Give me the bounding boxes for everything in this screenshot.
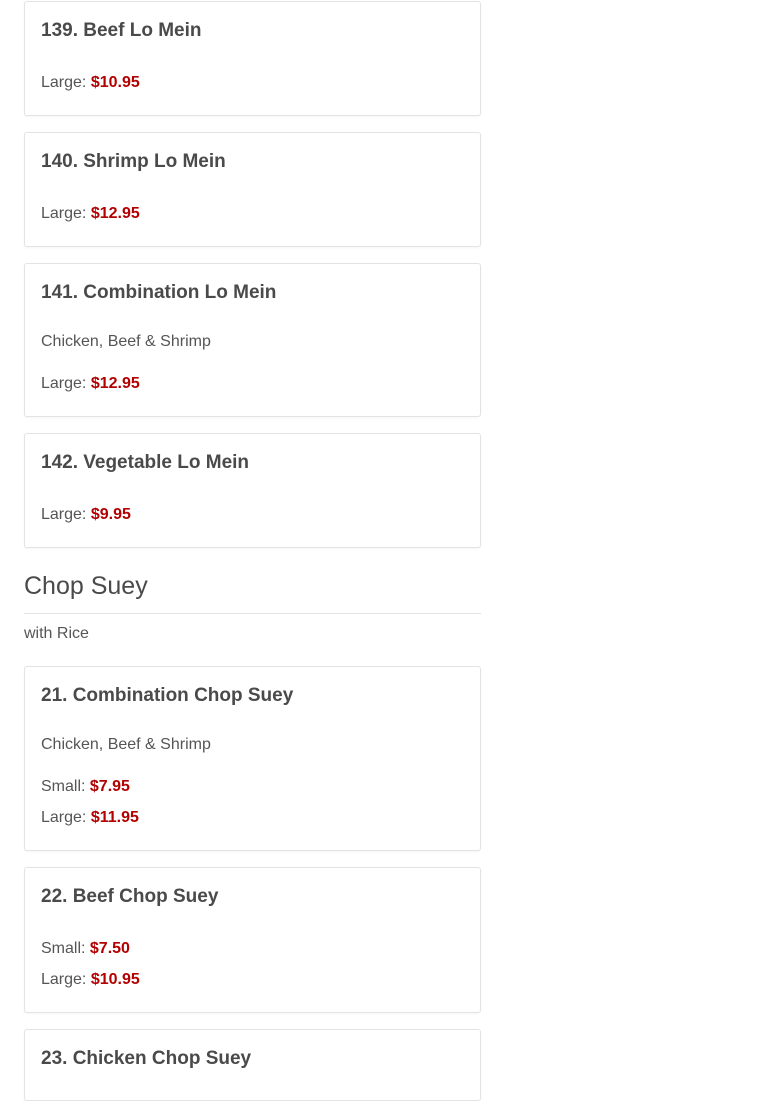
price-label: Large: <box>41 506 87 523</box>
item-title: 23. Chicken Chop Suey <box>41 1048 252 1069</box>
price-row-small <box>41 940 130 958</box>
price-value: $7.95 <box>89 778 130 795</box>
price-value: $11.95 <box>90 809 139 826</box>
menu-item-card[interactable] <box>24 132 481 247</box>
price-row-large <box>41 375 140 393</box>
price-value: $7.50 <box>89 940 130 957</box>
item-description: Chicken, Beef & Shrimp <box>41 736 211 753</box>
menu-item-card[interactable] <box>24 867 481 1013</box>
item-title: 21. Combination Chop Suey <box>41 685 294 706</box>
item-title: 140. Shrimp Lo Mein <box>41 151 226 172</box>
item-title: 142. Vegetable Lo Mein <box>41 452 250 473</box>
price-row-small <box>41 778 130 796</box>
price-row-large <box>41 971 140 989</box>
price-label: Small: <box>41 778 86 795</box>
section-divider <box>24 613 481 614</box>
price-value: $9.95 <box>90 506 131 523</box>
price-label: Large: <box>41 375 87 392</box>
price-label: Large: <box>41 971 87 988</box>
menu-item-card[interactable] <box>24 1029 481 1101</box>
item-title: 139. Beef Lo Mein <box>41 20 202 41</box>
section-subtitle: with Rice <box>24 625 89 642</box>
price-row-large <box>41 205 140 223</box>
price-value: $12.95 <box>90 375 140 392</box>
item-title: 22. Beef Chop Suey <box>41 886 219 907</box>
price-value: $12.95 <box>90 205 140 222</box>
item-title: 141. Combination Lo Mein <box>41 282 277 303</box>
menu-item-card[interactable] <box>24 433 481 548</box>
price-label: Large: <box>41 809 87 826</box>
price-label: Large: <box>41 74 87 91</box>
price-value: $10.95 <box>90 74 140 91</box>
item-description: Chicken, Beef & Shrimp <box>41 333 211 350</box>
price-value: $10.95 <box>90 971 140 988</box>
menu-item-card[interactable] <box>24 1 481 116</box>
price-row-large <box>41 506 131 524</box>
section-title: Chop Suey <box>24 572 148 600</box>
menu-item-card[interactable] <box>24 263 481 417</box>
price-row-large <box>41 809 139 827</box>
price-label: Small: <box>41 940 86 957</box>
menu-item-card[interactable] <box>24 666 481 851</box>
price-row-large <box>41 74 140 92</box>
price-label: Large: <box>41 205 87 222</box>
